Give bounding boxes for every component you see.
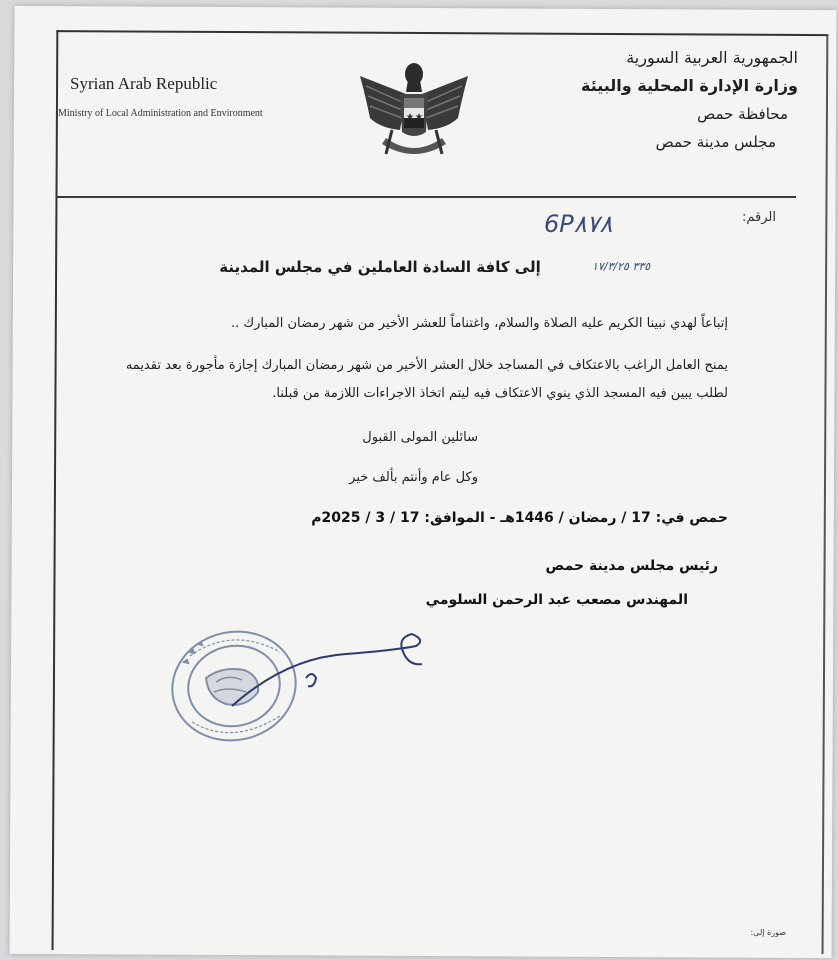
header-divider <box>56 196 796 198</box>
signer-title: رئيس مجلس مدينة حمص <box>545 558 718 574</box>
arabic-governorate-line: محافظة حمص <box>697 105 788 123</box>
handwritten-reference-date <box>590 252 680 278</box>
intro-paragraph: إتباعاً لهدي نبينا الكريم عليه الصلاة والسلام، واغتناماً للعشر الأخير من شهر رمضان المبارك .. <box>230 316 728 331</box>
syrian-eagle-emblem-icon <box>356 58 472 170</box>
signer-name: المهندس مصعب عبد الرحمن السلومي <box>425 592 688 608</box>
closing-line-2: وكل عام وأنتم بألف خير <box>349 470 478 485</box>
arabic-council-line: مجلس مدينة حمص <box>655 133 776 151</box>
handwritten-signature-icon <box>226 618 442 708</box>
reference-number-label: الرقم: <box>742 210 776 225</box>
reference-date-text: ٣٣٥ ١٧/٣/٢٥ <box>592 260 651 273</box>
body-paragraph: يمنح العامل الراغب بالاعتكاف في المساجد خلال العشر الأخير من شهر رمضان المبارك إجازة مأجورة بعد تقديمه لطلب يبين فيه المسجد الذي ينوي الاعتكاف فيه ليتم اتخاذ الاجراءات اللازمة من قبلنا. <box>125 358 728 401</box>
arabic-ministry-line: وزارة الإدارة المحلية والبيئة <box>580 76 798 95</box>
letter-dateline: حمص في: 17 / رمضان / 1446هـ - الموافق: 17 / 3 / 2025م <box>311 510 728 526</box>
recipient-line: إلى كافة السادة العاملين في مجلس المدينة <box>219 258 541 276</box>
handwritten-reference-number <box>540 200 690 244</box>
copy-to-note: صورة إلى: <box>750 928 786 937</box>
english-ministry-subtitle: Ministry of Local Administration and Environment <box>58 108 263 119</box>
english-country-title: Syrian Arab Republic <box>70 74 218 93</box>
english-letterhead <box>58 74 348 119</box>
arabic-republic-line: الجمهورية العربية السورية <box>626 48 798 67</box>
closing-line-1: سائلين المولى القبول <box>362 430 478 445</box>
arabic-letterhead <box>518 44 798 156</box>
reference-number-text: 6P٨٧٨ <box>544 210 613 238</box>
